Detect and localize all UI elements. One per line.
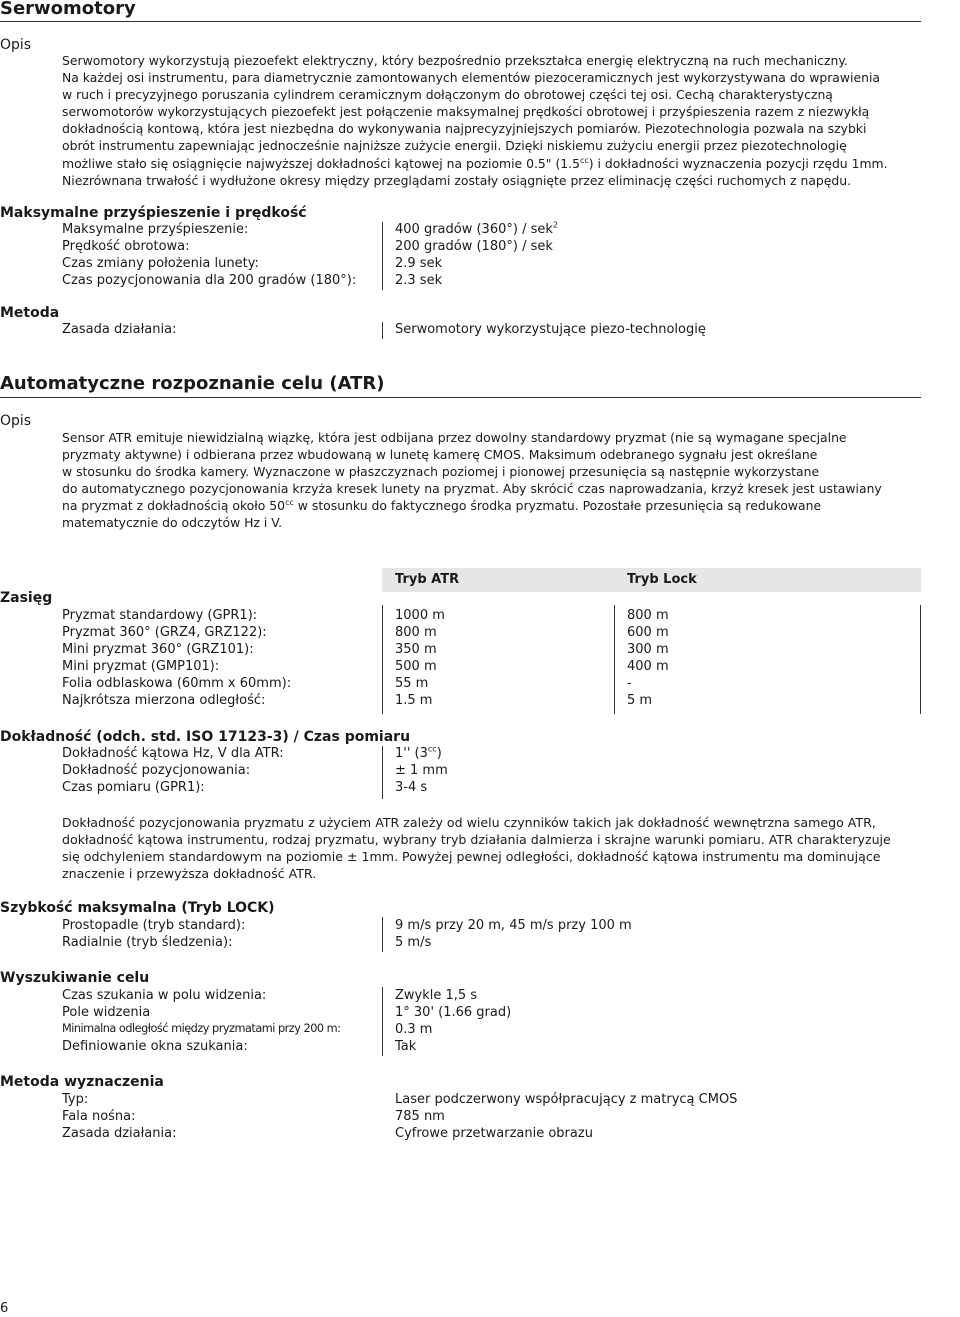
table-row-label: Pryzmat 360° (GRZ4, GRZ122): <box>62 625 267 640</box>
servomotors-description <box>62 52 942 189</box>
spec-value: Laser podczerwony współpracujący z matrycą CMOS <box>395 1092 738 1107</box>
heading-max-speed: Szybkość maksymalna (Tryb LOCK) <box>0 900 275 916</box>
spec-value: ± 1 mm <box>395 763 448 778</box>
spec-value: 1° 30' (1.66 grad) <box>395 1005 512 1020</box>
column-divider <box>382 917 383 952</box>
text-line: dokładnością kontową, która jest niezbędna do wykonywania najprecyzyjniejszych pomiarów. Piezotechnologia pozwala na szybki <box>62 121 867 137</box>
spec-value: 5 m/s <box>395 935 432 950</box>
spec-label: Maksymalne przyśpieszenie: <box>62 222 249 237</box>
text-line: Niezrównana trwałość i wydłużone okresy między przeglądami zostały osiągnięte przez eliminację części ruchomych z napędu. <box>62 172 852 188</box>
spec-value: 785 nm <box>395 1109 445 1124</box>
title-rule <box>0 21 921 22</box>
spec-value: 0.3 m <box>395 1022 433 1037</box>
spec-label: Czas pomiaru (GPR1): <box>62 780 205 795</box>
spec-label: Zasada działania: <box>62 322 177 337</box>
spec-label: Czas zmiany położenia lunety: <box>62 256 259 271</box>
table-row-label: Mini pryzmat 360° (GRZ101): <box>62 642 254 657</box>
text-line: Dokładność pozycjonowania pryzmatu z użyciem ATR zależy od wielu czynników takich jak dokładność wewnętrzna samego ATR, <box>62 815 876 830</box>
spec-value: Serwomotory wykorzystujące piezo-technologię <box>395 322 706 337</box>
spec-value: 3-4 s <box>395 780 428 795</box>
spec-value: 400 gradów (360°) / sek$^2$ <box>395 220 558 237</box>
spec-label: Radialnie (tryb śledzenia): <box>62 935 233 950</box>
page-number: 6 <box>0 1301 9 1316</box>
title-rule <box>0 397 921 398</box>
spec-value: Cyfrowe przetwarzanie obrazu <box>395 1126 593 1141</box>
spec-value: 1'' $(3^{cc})$ <box>395 744 442 761</box>
text-line: matematycznie do odczytów Hz i V. <box>62 515 283 531</box>
table-cell-lock: 300 m <box>627 642 669 657</box>
spec-label: Prostopadle (tryb standard): <box>62 918 246 933</box>
spec-value: 2.3 sek <box>395 273 443 288</box>
column-divider <box>382 987 383 1056</box>
column-divider <box>382 746 383 799</box>
table-cell-lock: - <box>627 676 632 691</box>
text-line: Sensor ATR emituje niewidzialną wiązkę, która jest odbijana przez dowolny standardowy pryzmat (nie są wymagane specjalne <box>62 430 847 445</box>
table-cell-atr: 55 m <box>395 676 429 691</box>
text-line: znaczenie i przewyższa dokładność ATR. <box>62 866 317 882</box>
table-row-label: Najkrótsza mierzona odległość: <box>62 693 266 708</box>
table-cell-lock: 5 m <box>627 693 653 708</box>
text-line: pryzmaty aktywne) i odbierana przez wbudowaną w lunetę kamerę CMOS. Maksimum odebranego sygnału jest określane <box>62 447 818 463</box>
spec-value: Zwykle 1,5 s <box>395 988 478 1003</box>
heading-method: Metoda <box>0 305 60 321</box>
spec-label: Dokładność pozycjonowania: <box>62 763 251 778</box>
spec-label: Dokładność kątowa Hz, V dla ATR: <box>62 746 284 761</box>
table-cell-lock: 800 m <box>627 608 669 623</box>
text-line: dokładność kątowa instrumentu, rodzaj pryzmatu, wybrany tryb działania dalmierza i skrajne warunki pomiaru. ATR charakteryzuje <box>62 832 891 848</box>
spec-label: Typ: <box>62 1092 89 1107</box>
text-line: do automatycznego pozycjonowania krzyża kresek lunety na pryzmat. Aby skrócić czas naprowadzania, krzyż kresek jest ustawiany <box>62 481 882 497</box>
text-line: obrót instrumentu zapewniając jednocześnie najniższe zużycie energii. Dzięki niskiemu zużyciu energii przez piezotechnologię <box>62 138 847 154</box>
text-line: na pryzmat z dokładnością około $50^{cc}$ w stosunku do faktycznego środka pryzmatu. Pozostałe przesunięcia są redukowane <box>62 498 822 514</box>
text-line: się odchyleniem standardowym na poziomie ± 1mm. Powyżej pewnej odległości, dokładność kątowa instrumentu ma dominujące <box>62 849 881 865</box>
spec-label: Czas szukania w polu widzenia: <box>62 988 267 1003</box>
text-line: Serwomotory wykorzystują piezoefekt elektryczny, który bezpośrednio przekształca energię elektryczną na ruch mechaniczny. <box>62 53 848 68</box>
accuracy-note <box>62 814 942 882</box>
table-row-label: Pryzmat standardowy (GPR1): <box>62 608 258 623</box>
text-line: Na każdej osi instrumentu, para diametrycznie zamontowanych elementów piezoceramicznych jest wykorzystywana do wprawienia <box>62 70 880 86</box>
table-cell-atr: 500 m <box>395 659 437 674</box>
section-title-servomotors: Serwomotory <box>0 0 136 19</box>
spec-label: Minimalna odległość między pryzmatami przy 200 m: <box>62 1022 341 1035</box>
spec-label: Definiowanie okna szukania: <box>62 1039 248 1054</box>
text-line: w stosunku do środka kamery. Wyznaczone w płaszczyznach poziomej i pionowej przesunięcia są następnie wykorzystane <box>62 464 820 480</box>
heading-range: Zasięg <box>0 590 53 606</box>
spec-value: 2.9 sek <box>395 256 443 271</box>
text-line: w ruch i precyzyjnego poruszania cylindrem ceramicznym dołączonym do obrotowej części tej osi. Cechą charakterystyczną <box>62 87 833 103</box>
table-cell-lock: 400 m <box>627 659 669 674</box>
heading-target-search: Wyszukiwanie celu <box>0 970 150 986</box>
table-row-label: Folia odblaskowa (60mm x 60mm): <box>62 676 292 691</box>
heading-max-acceleration: Maksymalne przyśpieszenie i prędkość <box>0 205 307 221</box>
atr-description <box>62 429 942 532</box>
table-cell-atr: 1.5 m <box>395 693 433 708</box>
table-cell-atr: 800 m <box>395 625 437 640</box>
spec-label: Prędkość obrotowa: <box>62 239 190 254</box>
text-line: możliwe stało się osiągnięcie najwyższej dokładności kątowej na poziomie 0.5" (1.5$^{cc}$) i dokładności wyznaczenia pozycji rzędu 1mm. <box>62 155 888 171</box>
side-label-description: Opis <box>0 37 32 53</box>
column-divider <box>614 605 615 714</box>
column-divider <box>920 605 921 714</box>
table-cell-atr: 1000 m <box>395 608 445 623</box>
heading-accuracy: Dokładność (odch. std. ISO 17123-3) / Czas pomiaru <box>0 729 411 745</box>
column-divider <box>382 222 383 290</box>
spec-label: Fala nośna: <box>62 1109 136 1124</box>
spec-value: Tak <box>395 1039 417 1054</box>
spec-value: 200 gradów (180°) / sek <box>395 239 553 254</box>
column-divider <box>382 322 383 339</box>
spec-label: Pole widzenia <box>62 1005 151 1020</box>
column-header-atr-mode: Tryb ATR <box>395 572 460 587</box>
text-line: serwomotorów wykorzystujących piezoefekt jest połączenie maksymalnej prędkości obrotowej i przyśpieszenia razem z niezwykłą <box>62 104 870 120</box>
table-cell-atr: 350 m <box>395 642 437 657</box>
heading-determination-method: Metoda wyznaczenia <box>0 1074 164 1090</box>
spec-value: 9 m/s przy 20 m, 45 m/s przy 100 m <box>395 918 632 933</box>
side-label-description: Opis <box>0 413 32 429</box>
section-title-atr: Automatyczne rozpoznanie celu (ATR) <box>0 373 385 394</box>
column-header-lock-mode: Tryb Lock <box>627 572 697 587</box>
table-cell-lock: 600 m <box>627 625 669 640</box>
spec-label: Zasada działania: <box>62 1126 177 1141</box>
spec-label: Czas pozycjonowania dla 200 gradów (180°): <box>62 273 357 288</box>
table-row-label: Mini pryzmat (GMP101): <box>62 659 220 674</box>
column-divider <box>382 605 383 714</box>
